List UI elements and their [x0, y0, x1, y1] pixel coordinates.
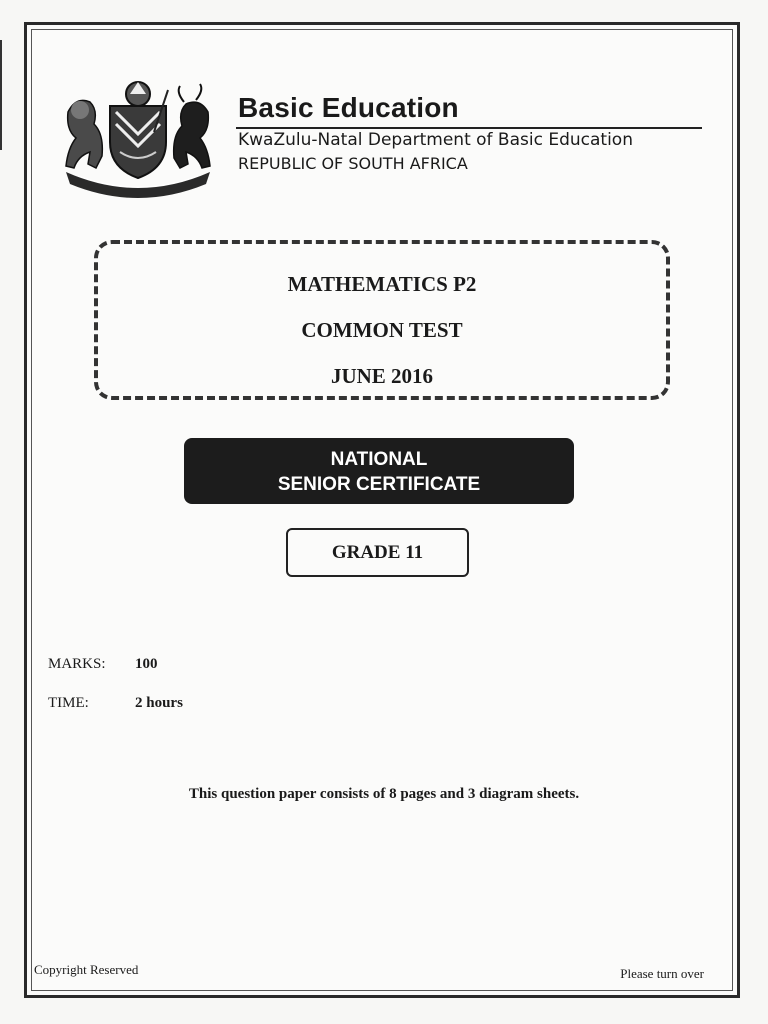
- copyright-notice: Copyright Reserved: [34, 962, 139, 977]
- turn-over-note: Please turn over: [620, 966, 704, 981]
- grade-box: GRADE 11: [286, 528, 469, 577]
- header-title: Basic Education: [238, 92, 459, 123]
- department-name: KwaZulu-Natal Department of Basic Education: [238, 130, 633, 150]
- nsc-banner: [184, 438, 574, 504]
- marks-value: 100: [135, 656, 158, 672]
- paper-description: This question paper consists of 8 pages and 3 diagram sheets.: [188, 786, 580, 802]
- exam-date: JUNE 2016: [330, 364, 434, 388]
- test-title: COMMON TEST: [301, 318, 463, 342]
- country-name: REPUBLIC OF SOUTH AFRICA: [238, 154, 468, 173]
- time-value: 2 hours: [135, 695, 183, 711]
- banner-line-2: SENIOR CERTIFICATE: [277, 474, 481, 495]
- header-divider: [236, 127, 702, 129]
- time-label: TIME:: [48, 695, 89, 711]
- coat-of-arms-logo: [58, 72, 218, 202]
- subject-title: MATHEMATICS P2: [287, 272, 477, 296]
- marks-label: MARKS:: [48, 656, 106, 672]
- scan-edge: [0, 40, 2, 150]
- title-box: [94, 240, 670, 400]
- banner-line-1: NATIONAL: [330, 449, 428, 470]
